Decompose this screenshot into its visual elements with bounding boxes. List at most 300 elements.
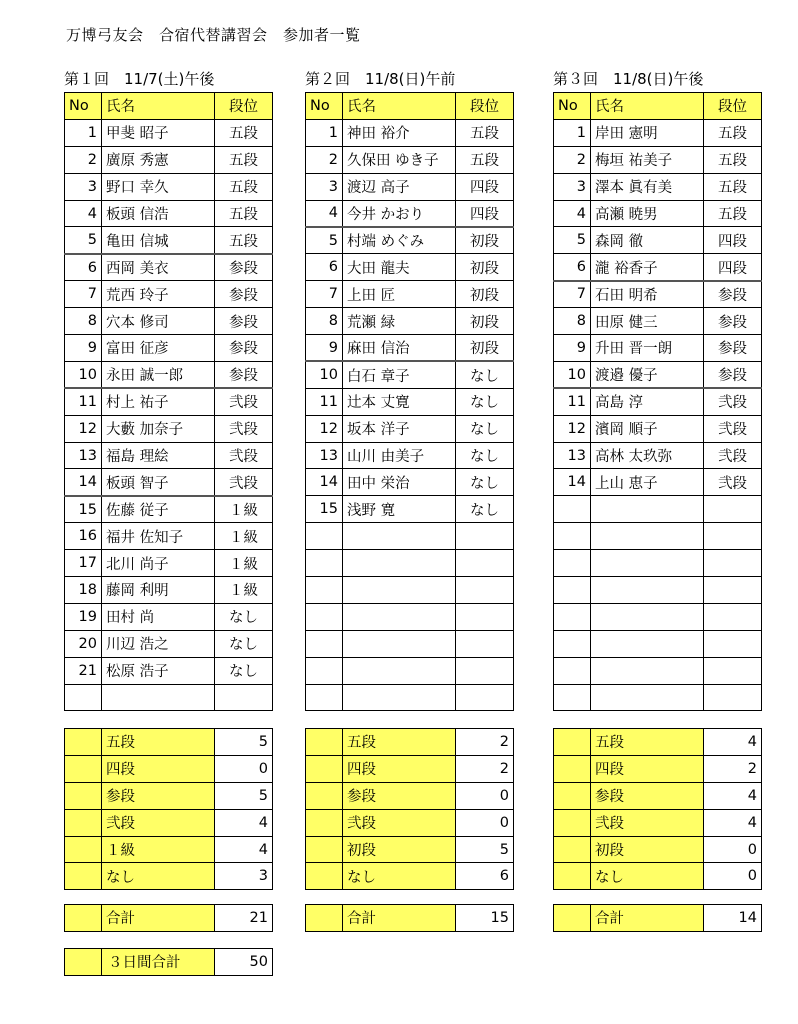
header-no: No xyxy=(554,93,591,120)
table-row xyxy=(65,173,273,200)
summary-count: 0 xyxy=(456,782,514,809)
cell-name: 板頭 信浩 xyxy=(102,200,215,227)
table-row xyxy=(306,119,514,146)
cell-dan: 初段 xyxy=(456,281,514,308)
total-count: 14 xyxy=(704,905,762,932)
cell-name: 渡辺 高子 xyxy=(343,173,456,200)
cell-no xyxy=(306,550,343,577)
cell-name: 田中 栄治 xyxy=(343,469,456,496)
table-row xyxy=(65,415,273,442)
grand-total-count: 50 xyxy=(215,949,273,976)
table-row xyxy=(554,227,762,254)
cell-dan xyxy=(456,657,514,684)
table-row xyxy=(65,335,273,362)
cell-no: 3 xyxy=(306,173,343,200)
cell-dan xyxy=(704,550,762,577)
summary-row xyxy=(554,782,762,809)
cell-name: 高島 淳 xyxy=(591,388,704,415)
cell-dan xyxy=(456,577,514,604)
summary-label: 四段 xyxy=(591,755,704,782)
cell-no: 16 xyxy=(65,523,102,550)
cell-dan: 五段 xyxy=(215,119,273,146)
summary-row xyxy=(554,729,762,756)
summary-count: 4 xyxy=(704,729,762,756)
cell-dan: 弐段 xyxy=(704,388,762,415)
cell-dan: 五段 xyxy=(456,146,514,173)
table-row xyxy=(65,308,273,335)
cell-no: 15 xyxy=(65,496,102,523)
cell-no: 2 xyxy=(306,146,343,173)
cell-no: 3 xyxy=(554,173,591,200)
cell-no: 2 xyxy=(65,146,102,173)
cell-no: 4 xyxy=(306,200,343,227)
summary-row xyxy=(65,809,273,836)
cell-no: 3 xyxy=(65,173,102,200)
cell-no: 10 xyxy=(306,361,343,388)
summary-label: 五段 xyxy=(591,729,704,756)
table-row xyxy=(554,146,762,173)
cell-dan: なし xyxy=(456,442,514,469)
session-title: 第１回 11/7(土)午後 xyxy=(64,70,215,88)
cell-dan: 四段 xyxy=(704,254,762,281)
cell-no: 8 xyxy=(306,308,343,335)
cell-name: 村上 祐子 xyxy=(102,388,215,415)
cell-name: 高瀬 暁男 xyxy=(591,200,704,227)
cell-name: 大田 龍夫 xyxy=(343,254,456,281)
cell-name: 荒西 玲子 xyxy=(102,281,215,308)
summary-count: 4 xyxy=(215,809,273,836)
table-row xyxy=(554,469,762,496)
table-row xyxy=(554,442,762,469)
total-label: 合計 xyxy=(591,905,704,932)
table-row xyxy=(554,496,762,523)
cell-name xyxy=(343,630,456,657)
cell-name xyxy=(591,630,704,657)
summary-row xyxy=(306,809,514,836)
participant-table xyxy=(553,92,762,711)
cell-dan: なし xyxy=(456,415,514,442)
table-row xyxy=(306,335,514,362)
table-row xyxy=(554,335,762,362)
table-row xyxy=(554,415,762,442)
cell-name xyxy=(591,603,704,630)
table-row xyxy=(554,173,762,200)
cell-no: 4 xyxy=(554,200,591,227)
cell-no: 13 xyxy=(65,442,102,469)
cell-name: 田原 健三 xyxy=(591,308,704,335)
table-header-row xyxy=(554,93,762,120)
table-row xyxy=(554,254,762,281)
table-row xyxy=(554,119,762,146)
cell-name: 松原 浩子 xyxy=(102,657,215,684)
summary-row xyxy=(306,755,514,782)
summary-count: 4 xyxy=(704,809,762,836)
summary-count: 2 xyxy=(456,729,514,756)
summary-count: 5 xyxy=(456,836,514,863)
summary-label: 参段 xyxy=(591,782,704,809)
participant-table xyxy=(305,92,514,711)
cell-dan xyxy=(704,603,762,630)
cell-dan: 五段 xyxy=(215,173,273,200)
cell-no xyxy=(554,630,591,657)
cell-name: 野口 幸久 xyxy=(102,173,215,200)
cell-dan: 五段 xyxy=(215,200,273,227)
cell-no xyxy=(306,630,343,657)
cell-dan: なし xyxy=(215,657,273,684)
table-row xyxy=(554,523,762,550)
cell-name: 藤岡 利明 xyxy=(102,577,215,604)
cell-dan xyxy=(704,523,762,550)
table-row xyxy=(65,469,273,496)
summary-count: 6 xyxy=(456,863,514,890)
table-row xyxy=(306,146,514,173)
table-row xyxy=(306,388,514,415)
summary-row xyxy=(306,729,514,756)
cell-dan: １級 xyxy=(215,577,273,604)
cell-name: 大藪 加奈子 xyxy=(102,415,215,442)
table-row xyxy=(65,146,273,173)
table-row xyxy=(306,415,514,442)
table-row xyxy=(65,361,273,388)
cell-no: 14 xyxy=(65,469,102,496)
table-row xyxy=(65,603,273,630)
cell-no: 9 xyxy=(554,335,591,362)
summary-label: 弐段 xyxy=(343,809,456,836)
cell-no: 1 xyxy=(306,119,343,146)
summary-table xyxy=(64,728,273,890)
cell-no: 21 xyxy=(65,657,102,684)
table-row xyxy=(306,254,514,281)
table-row xyxy=(306,577,514,604)
summary-count: 3 xyxy=(215,863,273,890)
header-no: No xyxy=(65,93,102,120)
cell-dan: 弐段 xyxy=(704,442,762,469)
cell-name: 久保田 ゆき子 xyxy=(343,146,456,173)
cell-name: 辻本 丈寛 xyxy=(343,388,456,415)
cell-name: 田村 尚 xyxy=(102,603,215,630)
summary-row xyxy=(65,836,273,863)
table-row xyxy=(306,630,514,657)
table-header-row xyxy=(306,93,514,120)
cell-no: 5 xyxy=(554,227,591,254)
cell-dan: なし xyxy=(215,630,273,657)
table-row xyxy=(306,308,514,335)
total-table xyxy=(64,904,273,932)
cell-name: 穴本 修司 xyxy=(102,308,215,335)
cell-no: 1 xyxy=(554,119,591,146)
summary-count: 0 xyxy=(215,755,273,782)
table-row xyxy=(554,603,762,630)
table-row xyxy=(306,281,514,308)
cell-dan: なし xyxy=(456,469,514,496)
cell-no xyxy=(554,523,591,550)
cell-name: 坂本 洋子 xyxy=(343,415,456,442)
summary-label: 参段 xyxy=(102,782,215,809)
table-row xyxy=(554,388,762,415)
cell-dan: 参段 xyxy=(704,361,762,388)
participant-table xyxy=(64,92,273,711)
header-name: 氏名 xyxy=(591,93,704,120)
cell-dan: 四段 xyxy=(456,200,514,227)
summary-label: 参段 xyxy=(343,782,456,809)
cell-name: 高林 太玖弥 xyxy=(591,442,704,469)
summary-count: 2 xyxy=(456,755,514,782)
cell-name: 白石 章子 xyxy=(343,361,456,388)
total-row xyxy=(306,905,514,932)
table-row xyxy=(554,630,762,657)
session-2 xyxy=(305,66,513,928)
cell-name: 永田 誠一郎 xyxy=(102,361,215,388)
cell-no: 9 xyxy=(65,335,102,362)
cell-dan xyxy=(704,577,762,604)
table-row xyxy=(65,119,273,146)
cell-no: 12 xyxy=(554,415,591,442)
cell-name: 梅垣 祐美子 xyxy=(591,146,704,173)
summary-count: 5 xyxy=(215,782,273,809)
total-row xyxy=(554,905,762,932)
summary-count: 0 xyxy=(456,809,514,836)
summary-row xyxy=(554,809,762,836)
table-row xyxy=(65,550,273,577)
header-no: No xyxy=(306,93,343,120)
total-count: 21 xyxy=(215,905,273,932)
cell-dan xyxy=(456,603,514,630)
summary-row xyxy=(65,729,273,756)
cell-name: 岸田 憲明 xyxy=(591,119,704,146)
cell-dan: なし xyxy=(456,496,514,523)
cell-no: 6 xyxy=(306,254,343,281)
cell-name xyxy=(591,523,704,550)
cell-name: 村端 めぐみ xyxy=(343,227,456,254)
summary-label: 弐段 xyxy=(591,809,704,836)
cell-no: 13 xyxy=(306,442,343,469)
grand-total-table xyxy=(64,948,273,976)
cell-dan: 初段 xyxy=(456,335,514,362)
cell-name: 亀田 信城 xyxy=(102,227,215,254)
cell-name xyxy=(343,657,456,684)
table-row xyxy=(306,227,514,254)
cell-name xyxy=(343,577,456,604)
cell-dan xyxy=(456,523,514,550)
cell-name: 澤本 眞有美 xyxy=(591,173,704,200)
page-title: 万博弓友会 合宿代替講習会 参加者一覧 xyxy=(66,26,361,44)
cell-name: 上山 恵子 xyxy=(591,469,704,496)
cell-dan: 初段 xyxy=(456,227,514,254)
cell-dan: 参段 xyxy=(215,281,273,308)
summary-label: 初段 xyxy=(343,836,456,863)
grand-total-label: ３日間合計 xyxy=(102,949,215,976)
table-row xyxy=(554,550,762,577)
cell-name: 西岡 美衣 xyxy=(102,254,215,281)
summary-count: 0 xyxy=(704,863,762,890)
header-dan: 段位 xyxy=(456,93,514,120)
cell-no xyxy=(65,684,102,711)
cell-no xyxy=(554,496,591,523)
cell-no xyxy=(306,577,343,604)
summary-label: 五段 xyxy=(343,729,456,756)
table-row xyxy=(306,173,514,200)
summary-label: 四段 xyxy=(102,755,215,782)
cell-dan: 参段 xyxy=(704,308,762,335)
summary-row xyxy=(554,755,762,782)
cell-no: 20 xyxy=(65,630,102,657)
table-row xyxy=(554,281,762,308)
session-title: 第２回 11/8(日)午前 xyxy=(305,70,456,88)
summary-row xyxy=(65,863,273,890)
cell-dan: 参段 xyxy=(215,335,273,362)
cell-no: 10 xyxy=(554,361,591,388)
cell-no: 7 xyxy=(65,281,102,308)
cell-name: 濱岡 順子 xyxy=(591,415,704,442)
table-header-row xyxy=(65,93,273,120)
cell-no: 14 xyxy=(554,469,591,496)
cell-name: 山川 由美子 xyxy=(343,442,456,469)
header-dan: 段位 xyxy=(215,93,273,120)
summary-row xyxy=(306,836,514,863)
summary-label: なし xyxy=(343,863,456,890)
cell-no: 15 xyxy=(306,496,343,523)
cell-no: 4 xyxy=(65,200,102,227)
cell-dan: なし xyxy=(456,361,514,388)
table-row xyxy=(554,361,762,388)
header-name: 氏名 xyxy=(343,93,456,120)
cell-no: 19 xyxy=(65,603,102,630)
cell-no xyxy=(306,603,343,630)
table-row xyxy=(65,388,273,415)
cell-name xyxy=(591,577,704,604)
cell-name: 富田 征彦 xyxy=(102,335,215,362)
cell-dan xyxy=(704,657,762,684)
cell-name: 廣原 秀憲 xyxy=(102,146,215,173)
table-row xyxy=(65,254,273,281)
summary-row xyxy=(554,836,762,863)
cell-no xyxy=(306,657,343,684)
summary-row xyxy=(554,863,762,890)
cell-name: 麻田 信治 xyxy=(343,335,456,362)
cell-no xyxy=(554,550,591,577)
summary-label: 初段 xyxy=(591,836,704,863)
total-count: 15 xyxy=(456,905,514,932)
summary-label: 四段 xyxy=(343,755,456,782)
cell-name xyxy=(343,684,456,711)
cell-dan: １級 xyxy=(215,523,273,550)
cell-name: 森岡 徹 xyxy=(591,227,704,254)
cell-name: 石田 明希 xyxy=(591,281,704,308)
cell-dan: 四段 xyxy=(704,227,762,254)
cell-no xyxy=(554,684,591,711)
cell-no: 17 xyxy=(65,550,102,577)
table-row xyxy=(65,200,273,227)
table-row xyxy=(65,684,273,711)
session-1 xyxy=(64,66,272,972)
cell-dan: 初段 xyxy=(456,254,514,281)
cell-name: 浅野 寛 xyxy=(343,496,456,523)
summary-row xyxy=(65,782,273,809)
cell-dan: 参段 xyxy=(215,254,273,281)
cell-dan: 弐段 xyxy=(215,469,273,496)
summary-count: 4 xyxy=(215,836,273,863)
summary-count: 2 xyxy=(704,755,762,782)
cell-no: 5 xyxy=(65,227,102,254)
cell-no: 8 xyxy=(554,308,591,335)
table-row xyxy=(65,523,273,550)
cell-no: 11 xyxy=(554,388,591,415)
cell-dan: 参段 xyxy=(215,308,273,335)
cell-no: 7 xyxy=(554,281,591,308)
table-row xyxy=(65,657,273,684)
table-row xyxy=(65,281,273,308)
cell-dan: 五段 xyxy=(215,227,273,254)
cell-no: 10 xyxy=(65,361,102,388)
total-table xyxy=(305,904,514,932)
cell-dan xyxy=(704,630,762,657)
cell-no xyxy=(554,657,591,684)
table-row xyxy=(306,550,514,577)
cell-dan: １級 xyxy=(215,496,273,523)
cell-no: 13 xyxy=(554,442,591,469)
summary-table xyxy=(305,728,514,890)
cell-no: 6 xyxy=(65,254,102,281)
cell-no: 2 xyxy=(554,146,591,173)
cell-dan: 五段 xyxy=(215,146,273,173)
table-row xyxy=(306,469,514,496)
cell-name: 川辺 浩之 xyxy=(102,630,215,657)
cell-name xyxy=(591,496,704,523)
cell-name: 板頭 智子 xyxy=(102,469,215,496)
cell-no xyxy=(554,603,591,630)
table-row xyxy=(65,496,273,523)
session-title: 第３回 11/8(日)午後 xyxy=(553,70,704,88)
table-row xyxy=(554,308,762,335)
cell-name xyxy=(102,684,215,711)
session-3 xyxy=(553,66,761,928)
cell-dan: 弐段 xyxy=(704,469,762,496)
cell-name: 福井 佐知子 xyxy=(102,523,215,550)
header-name: 氏名 xyxy=(102,93,215,120)
summary-count: 0 xyxy=(704,836,762,863)
cell-no: 11 xyxy=(306,388,343,415)
total-table xyxy=(553,904,762,932)
cell-name xyxy=(591,550,704,577)
total-row xyxy=(65,905,273,932)
cell-name: 上田 匠 xyxy=(343,281,456,308)
cell-name: 升田 晋一朗 xyxy=(591,335,704,362)
table-row xyxy=(306,200,514,227)
table-row xyxy=(554,684,762,711)
summary-row xyxy=(306,782,514,809)
cell-name xyxy=(343,523,456,550)
grand-total-row xyxy=(65,949,273,976)
cell-name xyxy=(591,657,704,684)
cell-dan: 弐段 xyxy=(704,415,762,442)
table-row xyxy=(306,603,514,630)
table-row xyxy=(306,684,514,711)
cell-dan: 五段 xyxy=(456,119,514,146)
cell-no: 12 xyxy=(65,415,102,442)
cell-dan: 四段 xyxy=(456,173,514,200)
cell-name: 神田 裕介 xyxy=(343,119,456,146)
table-row xyxy=(306,442,514,469)
summary-row xyxy=(65,755,273,782)
cell-no xyxy=(306,684,343,711)
summary-label: なし xyxy=(591,863,704,890)
summary-table xyxy=(553,728,762,890)
cell-name: 荒瀬 緑 xyxy=(343,308,456,335)
header-dan: 段位 xyxy=(704,93,762,120)
cell-dan xyxy=(456,550,514,577)
cell-dan xyxy=(456,630,514,657)
table-row xyxy=(554,657,762,684)
